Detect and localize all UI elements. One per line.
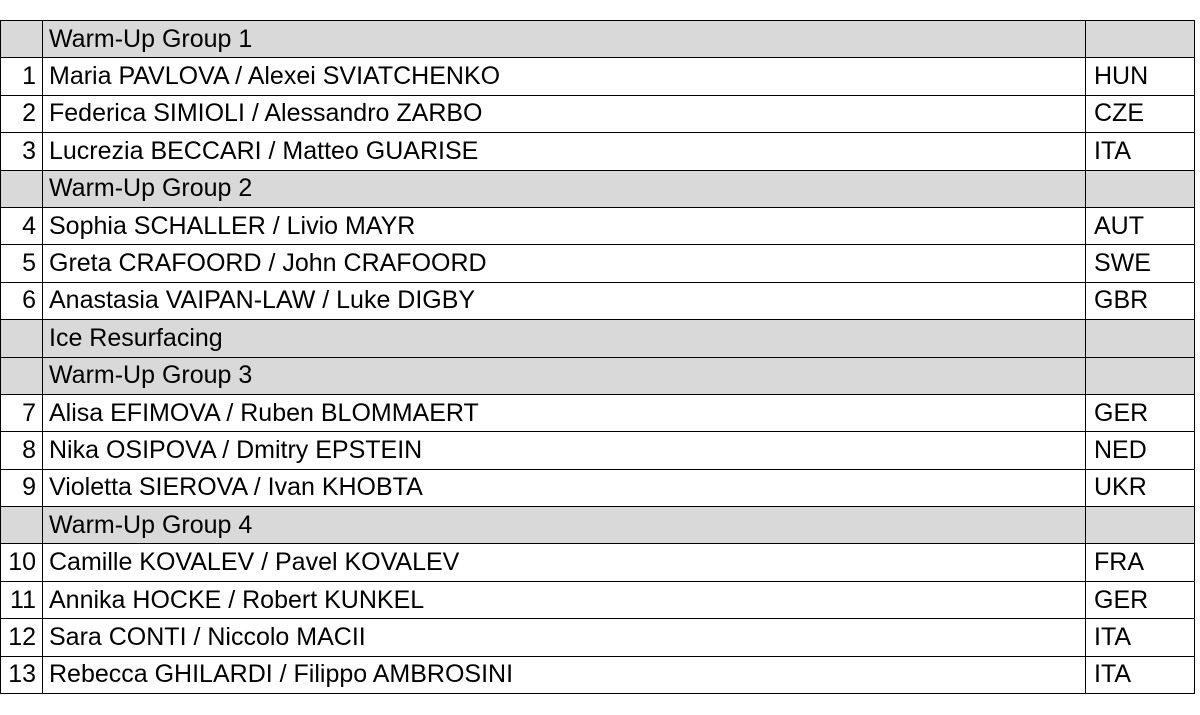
group-header-row — [1, 507, 1195, 544]
team-names: Lucrezia BECCARI / Matteo GUARISE — [43, 133, 1086, 170]
team-names: Anastasia VAIPAN-LAW / Luke DIGBY — [43, 282, 1086, 319]
group-header-row — [1, 357, 1195, 394]
group-number-cell — [1, 170, 43, 207]
team-names: Nika OSIPOVA / Dmitry EPSTEIN — [43, 432, 1086, 469]
nation-code: SWE — [1086, 245, 1195, 282]
table-row — [1, 245, 1195, 282]
table-row — [1, 432, 1195, 469]
group-label: Warm-Up Group 1 — [43, 21, 1086, 58]
nation-code: FRA — [1086, 544, 1195, 581]
team-names: Maria PAVLOVA / Alexei SVIATCHENKO — [43, 58, 1086, 95]
start-number: 7 — [1, 394, 43, 431]
group-nation-cell — [1086, 357, 1195, 394]
group-header-row — [1, 21, 1195, 58]
team-names: Rebecca GHILARDI / Filippo AMBROSINI — [43, 656, 1086, 693]
group-number-cell — [1, 320, 43, 357]
table-row — [1, 619, 1195, 656]
start-number: 5 — [1, 245, 43, 282]
team-names: Federica SIMIOLI / Alessandro ZARBO — [43, 95, 1086, 132]
nation-code: ITA — [1086, 619, 1195, 656]
table-body — [1, 21, 1195, 694]
nation-code: NED — [1086, 432, 1195, 469]
nation-code: UKR — [1086, 469, 1195, 506]
group-label: Warm-Up Group 2 — [43, 170, 1086, 207]
start-number: 10 — [1, 544, 43, 581]
group-nation-cell — [1086, 507, 1195, 544]
table-row — [1, 282, 1195, 319]
table-row — [1, 544, 1195, 581]
start-number: 13 — [1, 656, 43, 693]
team-names: Alisa EFIMOVA / Ruben BLOMMAERT — [43, 394, 1086, 431]
group-header-row — [1, 170, 1195, 207]
table-row — [1, 469, 1195, 506]
nation-code: AUT — [1086, 207, 1195, 244]
nation-code: GER — [1086, 581, 1195, 618]
start-order-table — [0, 20, 1195, 694]
team-names: Annika HOCKE / Robert KUNKEL — [43, 581, 1086, 618]
group-header-row — [1, 320, 1195, 357]
team-names: Sara CONTI / Niccolo MACII — [43, 619, 1086, 656]
team-names: Camille KOVALEV / Pavel KOVALEV — [43, 544, 1086, 581]
group-label: Ice Resurfacing — [43, 320, 1086, 357]
start-number: 3 — [1, 133, 43, 170]
team-names: Greta CRAFOORD / John CRAFOORD — [43, 245, 1086, 282]
group-number-cell — [1, 507, 43, 544]
group-label: Warm-Up Group 3 — [43, 357, 1086, 394]
start-number: 2 — [1, 95, 43, 132]
group-nation-cell — [1086, 21, 1195, 58]
group-label: Warm-Up Group 4 — [43, 507, 1086, 544]
start-number: 11 — [1, 581, 43, 618]
start-number: 12 — [1, 619, 43, 656]
team-names: Violetta SIEROVA / Ivan KHOBTA — [43, 469, 1086, 506]
table-row — [1, 394, 1195, 431]
nation-code: GER — [1086, 394, 1195, 431]
group-nation-cell — [1086, 320, 1195, 357]
group-number-cell — [1, 357, 43, 394]
nation-code: ITA — [1086, 656, 1195, 693]
start-number: 6 — [1, 282, 43, 319]
nation-code: CZE — [1086, 95, 1195, 132]
start-number: 4 — [1, 207, 43, 244]
table-row — [1, 207, 1195, 244]
start-number: 8 — [1, 432, 43, 469]
nation-code: GBR — [1086, 282, 1195, 319]
start-number: 9 — [1, 469, 43, 506]
table-row — [1, 95, 1195, 132]
table-row — [1, 656, 1195, 693]
group-number-cell — [1, 21, 43, 58]
table-row — [1, 58, 1195, 95]
nation-code: ITA — [1086, 133, 1195, 170]
table-row — [1, 581, 1195, 618]
group-nation-cell — [1086, 170, 1195, 207]
team-names: Sophia SCHALLER / Livio MAYR — [43, 207, 1086, 244]
nation-code: HUN — [1086, 58, 1195, 95]
start-number: 1 — [1, 58, 43, 95]
table-row — [1, 133, 1195, 170]
